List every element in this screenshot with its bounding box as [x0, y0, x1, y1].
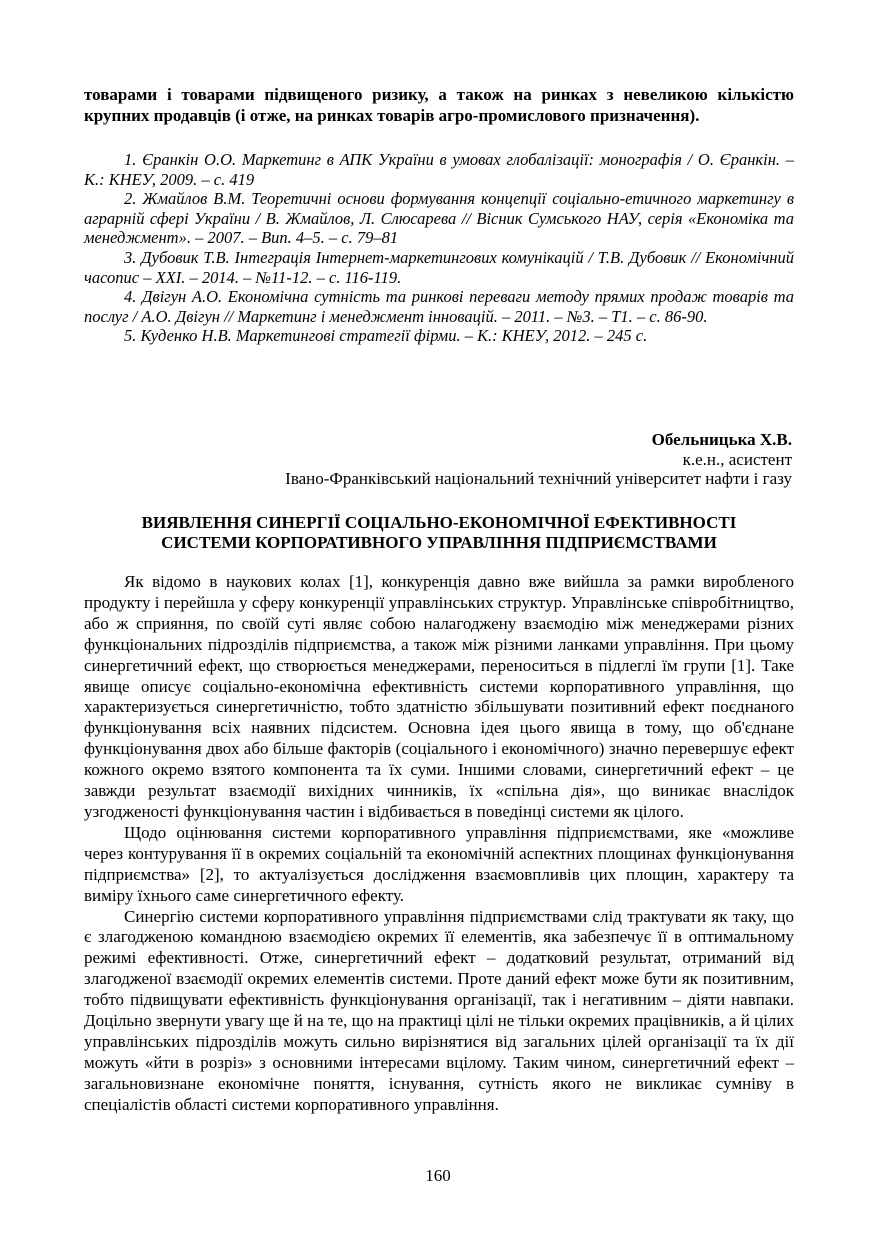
intro-paragraph: товарами і товарами підвищеного ризику, а також на ринках з невеликою кількістю крупних продавців (і отже, на ринках товарів агро-промислового призначення).	[84, 85, 794, 125]
page-number: 160	[425, 1166, 451, 1185]
references-list	[84, 150, 794, 346]
article-title-line: СИСТЕМИ КОРПОРАТИВНОГО УПРАВЛІННЯ ПІДПРИЄМСТВАМИ	[161, 533, 717, 552]
article-title	[84, 513, 794, 553]
reference-item: 3. Дубовик Т.В. Інтеграція Інтернет-маркетингових комунікацій / Т.В. Дубовик // Економічний часопис – XXI. – 2014. – №11-12. – с. 116-119.	[84, 247, 794, 287]
reference-item: 4. Двігун А.О. Економічна сутність та ринкові переваги методу прямих продаж товарів та послуг / А.О. Двігун // Маркетинг і менеджмент інновацій. – 2011. – №3. – Т1. – с. 86-90.	[84, 287, 794, 326]
reference-item: 2. Жмайлов В.М. Теоретичні основи формування концепції соціально-етичного маркетингу в аграрній сфері України / В. Жмайлов, Л. Слюсарева // Вісник Сумського НАУ, серія «Економіка та менеджмент». – 2007. – Вип. 4–5. – с. 79–81	[84, 189, 794, 248]
body-paragraph: Як відомо в наукових колах [1], конкуренція давно вже вийшла за рамки виробленого продукту і перейшла у сферу конкуренції управлінських структур. Управлінське співробітництво, або ж сприяння, по своїй суті являє собою налагоджену взаємодію між менеджерами різних функціональних підрозділів підприємства, а також між різними ланками управління. При цьому синергетичний ефект, що створюється менеджерами, переноситься в підлеглі їм групи [1]. Таке явище описує соціально-економічна ефективність системи корпоративного управління, що характеризується синергетичністю, тобто здатністю збільшувати позитивний ефект поєднаного функціонування всіх наявних підсистем. Основна ідея цього явища в тому, що об'єднане функціонування двох або більше факторів (соціального і економічного) значно перевершує ефект кожного окремо взятого компонента та їх суми. Іншими словами, синергетичний ефект – це завжди результат взаємодії вихідних чинників, їх «спільна дія», що виникає внаслідок узгодженості функціонування частин і відбивається в поведінці системи як цілого.	[84, 572, 794, 821]
author-affiliation: Івано-Франківський національний технічний університет нафти і газу	[285, 469, 792, 488]
body-paragraph: Синергію системи корпоративного управління підприємствами слід трактувати як таку, що є злагодженою командною взаємодією окремих її елементів, яка забезпечує її в оптимальному режимі ефективності. Отже, синергетичний ефект – додатковий результат, отриманий від злагодженої взаємодії окремих елементів системи. Проте даний ефект може бути як позитивним, тобто підвищувати ефективність функціонування організації, так і негативним – діяти навпаки. Доцільно звернути увагу ще й на те, що на практиці цілі не тільки окремих працівників, а й цілих управлінських підрозділів можуть сильно вирізнятися від загальних цілей організації та їх дії можуть «йти в розріз» з основними інтересами вцілому. Таким чином, синергетичний ефект – загальновизнане економічне поняття, існування, сутність якого не викликає сумніву в спеціалістів області системи корпоративного управління.	[84, 906, 794, 1114]
article-title-line: ВИЯВЛЕННЯ СИНЕРГІЇ СОЦІАЛЬНО-ЕКОНОМІЧНОЇ ЕФЕКТИВНОСТІ	[141, 513, 737, 532]
reference-item: 5. Куденко Н.В. Маркетингові стратегії фірми. – К.: КНЕУ, 2012. – 245 с.	[124, 326, 648, 346]
body-paragraph: Щодо оцінювання системи корпоративного управління підприємствами, яке «можливе через контурування її в окремих соціальній та економічній аспектних площинах функціонування підприємства» [2], то актуалізується дослідження взаємовпливів цих площин, характеру та виміру їхнього саме синергетичного ефекту.	[84, 822, 794, 905]
reference-item: 1. Єранкін О.О. Маркетинг в АПК України в умовах глобалізації: монографія / О. Єранкін. – К.: КНЕУ, 2009. – с. 419	[84, 150, 794, 189]
article-body	[84, 572, 794, 1116]
author-degree: к.е.н., асистент	[682, 449, 792, 469]
author-block	[192, 430, 792, 489]
author-name: Обельницька Х.В.	[651, 430, 792, 449]
